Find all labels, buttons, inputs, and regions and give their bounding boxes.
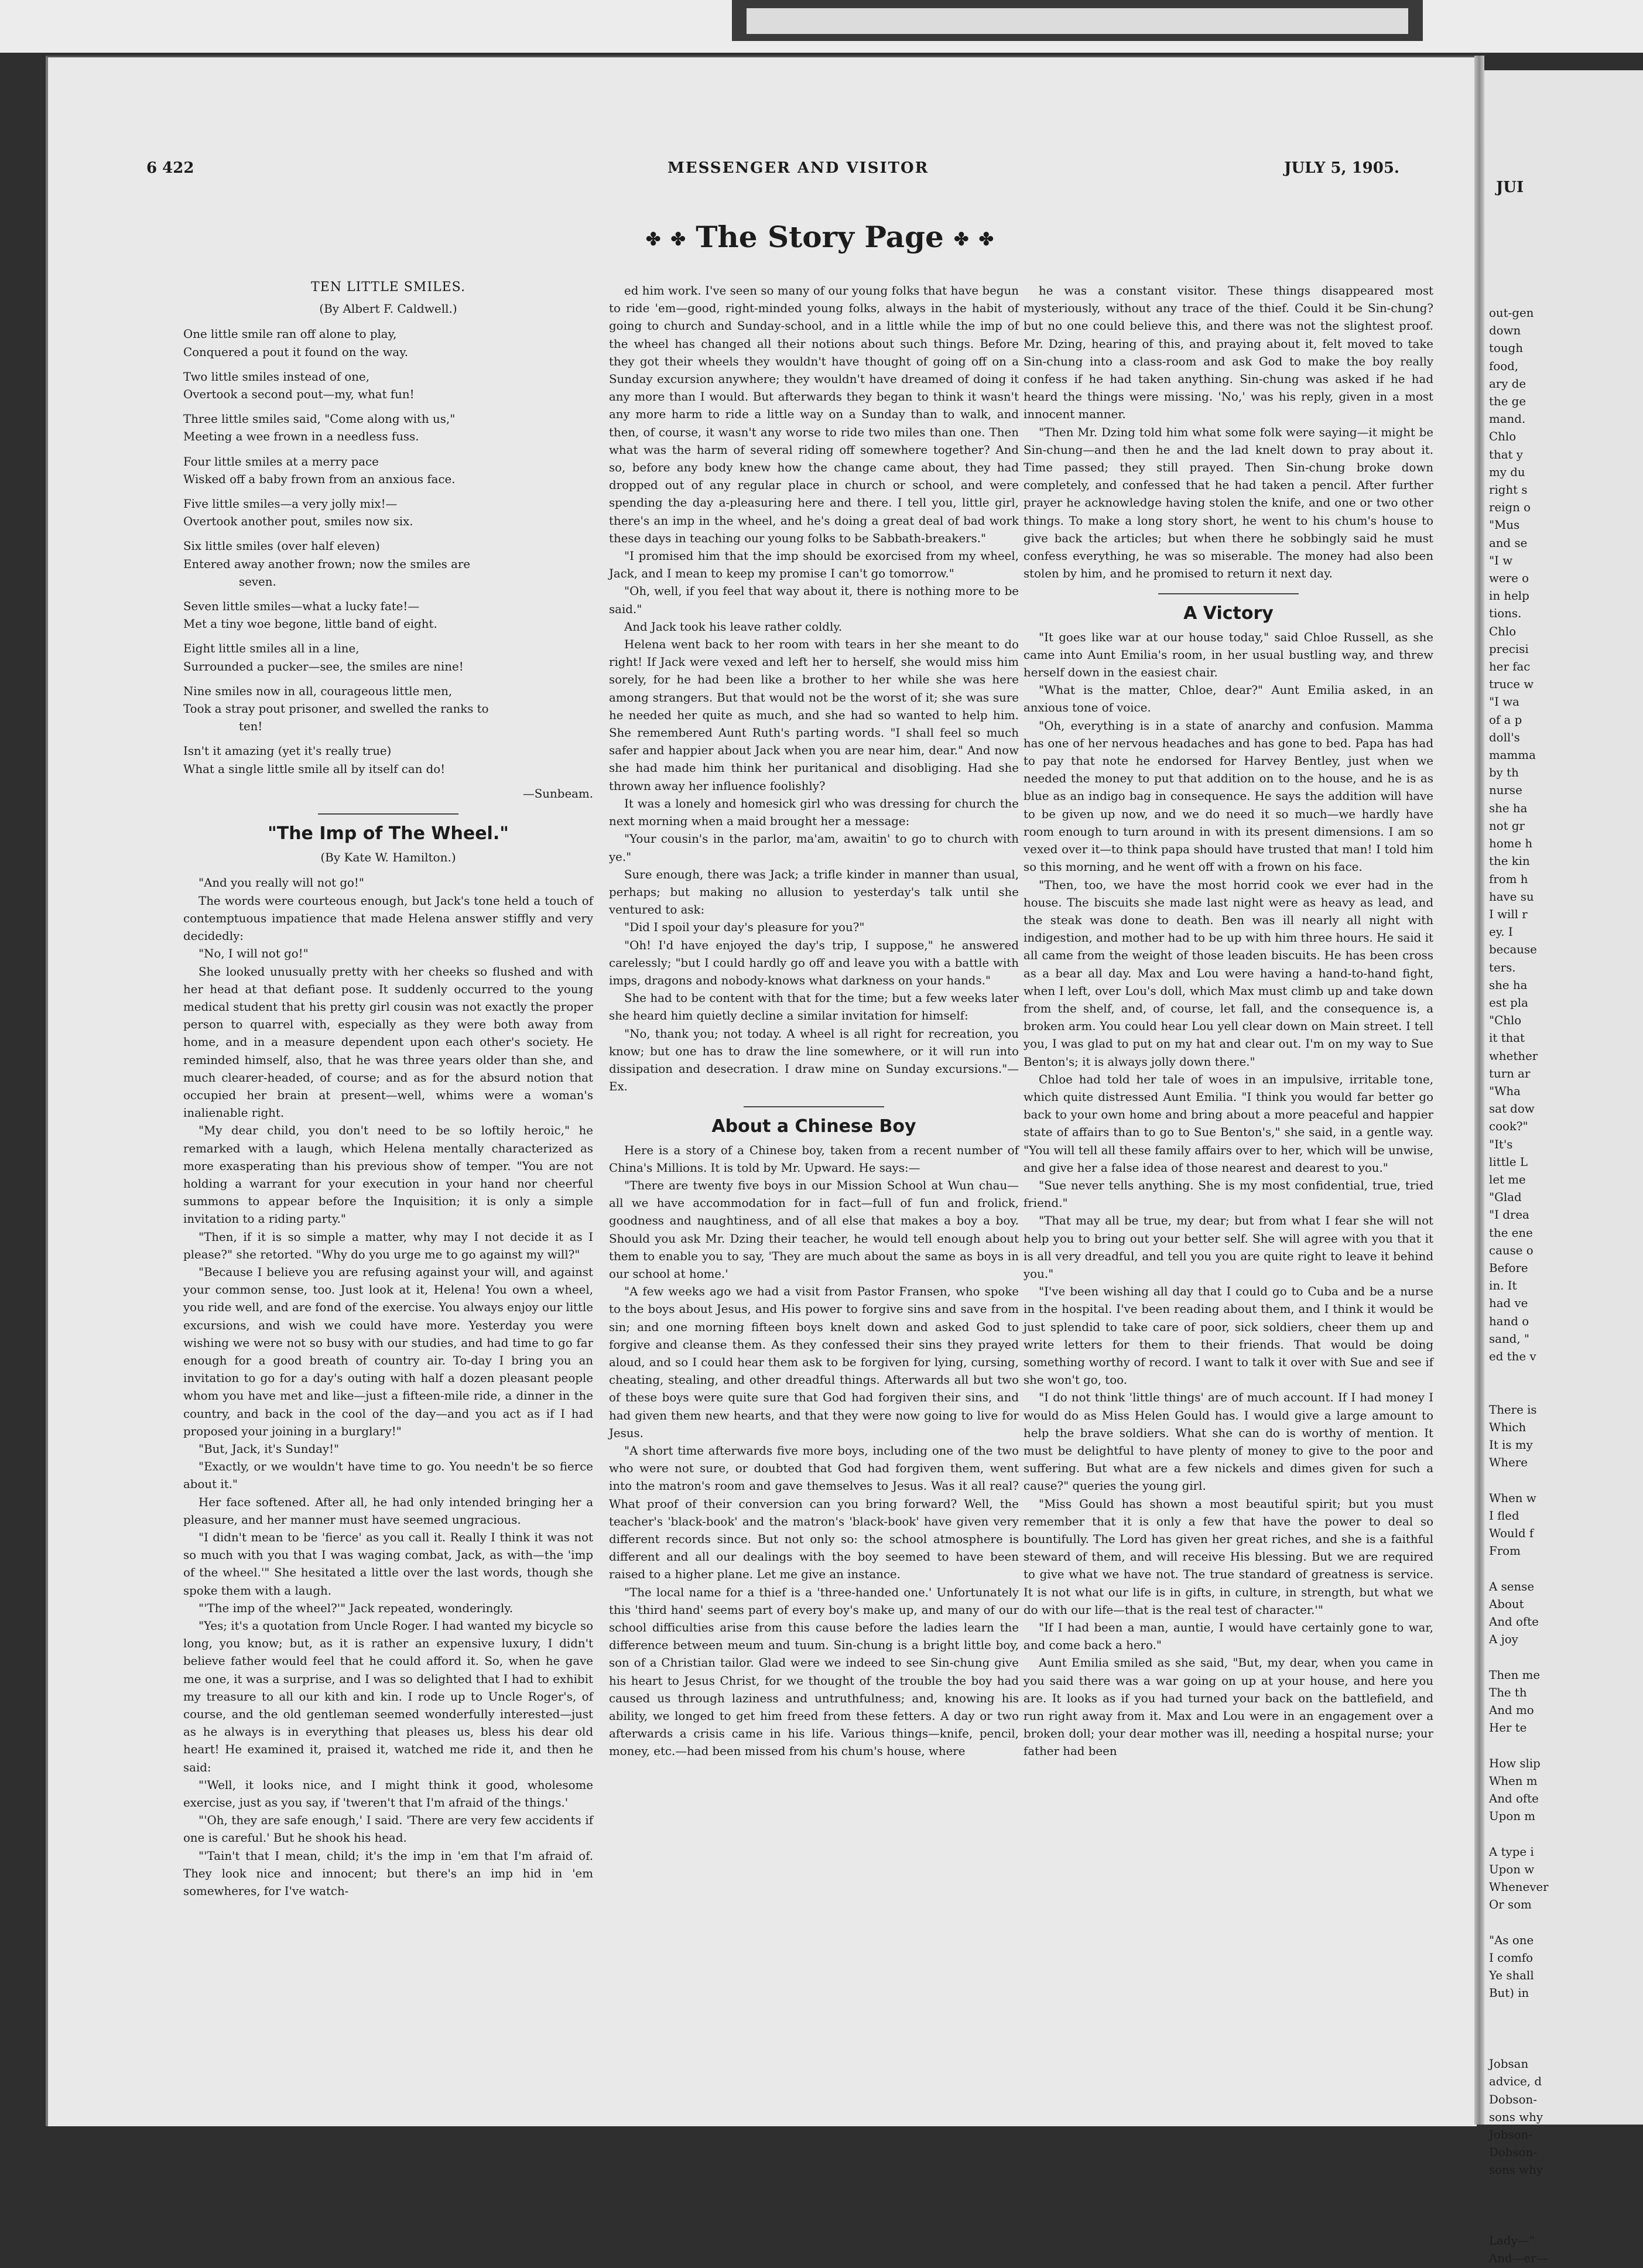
adjacent-line: Upon w — [1489, 1862, 1535, 1876]
story-body — [609, 1142, 1019, 1761]
poem-line: Took a stray pout prisoner, and swelled the ranks to — [183, 702, 489, 716]
paragraph: "Miss Gould has shown a most beautiful spirit; but you must remember that it is only a few that have the power to deal so bountifully. The Lord has given her great riches, and she is a faithful steward of them, and will receive His blessing. But we are required to give what we have not. The true standard of greatness is service. It is not what our life is in gifts, in culture, in strength, but what we do with our life—that is the real test of character.'" — [1024, 1497, 1433, 1617]
adjacent-line: "Mus — [1489, 518, 1520, 532]
poem-line: Met a tiny woe begone, little band of eight. — [183, 617, 437, 631]
adjacent-line: "It's — [1489, 1137, 1513, 1151]
adjacent-line: and se — [1489, 536, 1528, 550]
stanza — [183, 326, 593, 361]
adjacent-line — [1489, 1825, 1638, 1843]
poem-body — [183, 326, 593, 778]
adjacent-line: Lady—" — [1489, 2234, 1535, 2248]
adjacent-line: the ge — [1489, 395, 1526, 409]
adjacent-line: her fac — [1489, 660, 1531, 674]
poem-byline: (By Albert F. Caldwell.) — [319, 302, 457, 316]
adjacent-line: sons why — [1489, 2163, 1543, 2177]
adjacent-line: cook?" — [1489, 1120, 1528, 1134]
paragraph: "That may all be true, my dear; but from what I fear she will not help you to bring out your better self. She will agree with you that it is all very dreadful, and tell you you are quite right to leave it behind you." — [1024, 1214, 1433, 1281]
masthead: MESSENGER AND VISITOR — [668, 159, 929, 177]
adjacent-line: A sense — [1489, 1579, 1535, 1593]
paragraph: "I do not think 'little things' are of much account. If I had money I would do as Miss Helen Gould has. I would give a large amount to help the brave soldiers. What she can do is worthy of mention. It must be delightful to have plenty of money to give to the poor and suffering. But what are a few nickels and dimes given for such a cause?" queries the young girl. — [1024, 1391, 1433, 1493]
adjacent-line: out-gen — [1489, 306, 1534, 320]
adjacent-line: tough — [1489, 341, 1524, 355]
paragraph: It was a lonely and homesick girl who was dressing for church the next morning when a maid brought her a message: — [609, 796, 1019, 829]
paragraph: "But, Jack, it's Sunday!" — [198, 1442, 340, 1456]
adjacent-line — [1489, 2197, 1638, 2215]
adjacent-line: "Chlo — [1489, 1014, 1522, 1028]
story-body — [183, 874, 593, 1900]
adjacent-line: Her te — [1489, 1721, 1527, 1735]
adjacent-line: precisi — [1489, 642, 1529, 656]
column-2 — [609, 282, 1019, 1761]
adjacent-line: est pla — [1489, 996, 1528, 1010]
adjacent-line: it that — [1489, 1031, 1525, 1045]
adjacent-line: Or som — [1489, 1898, 1532, 1912]
adjacent-line — [1489, 1560, 1638, 1578]
poem-title: TEN LITTLE SMILES. — [311, 280, 465, 295]
paragraph: "'Oh, they are safe enough,' I said. 'There are very few accidents if one is careful.' But he shook his head. — [183, 1814, 593, 1845]
adjacent-line: Which — [1489, 1420, 1526, 1434]
paragraph: "My dear child, you don't need to be so loftily heroic," he remarked with a laugh, which Helena mentally characterized as more exasperating than his previous show of temper. "You are not holding a warrant for your execution in your hand nor cheerful summons to appear before the Inquisition; it is only a simple invitation to a riding party." — [183, 1124, 593, 1226]
adjacent-line: have su — [1489, 890, 1534, 904]
paragraph: "Then, too, we have the most horrid cook we ever had in the house. The biscuits she made last night were as heavy as lead, and the steak was done to death. Ben was ill nearly all night with indigestion, and mother had to be up with him three hours. He said it all came from the weight of those leaden biscuits. He has been cross as a bear all day. Max and Lou were having a hand-to-hand fight, when I left, over Lou's doll, which Max must climb up and take down from the shelf, and, of course, let fall, and the consequence is, a broken arm. You could hear Lou yell clear down on Main street. I tell you, I was glad to put on my hat and clear out. I'm on my way to Sue Benton's; it is always jolly down there." — [1024, 878, 1433, 1069]
adjacent-line: doll's — [1489, 730, 1520, 744]
adjacent-line: in help — [1489, 589, 1529, 603]
paragraph: "A short time afterwards five more boys, including one of the two who were not sure, or doubted that God had forgiven them, went into the matron's room and gave themselves to Jesus. Was it all real? What proof of their conversion can you bring forward? Well, the teacher's 'black-book' and the matron's 'black-book' have given very different records since. But not only so: the school atmosphere is different and all our dealings with the boy seemed to have been raised to a higher plane. Let me give an instance. — [609, 1444, 1019, 1582]
story-title: A Victory — [1183, 603, 1274, 624]
adjacent-line: that y — [1489, 447, 1523, 461]
stanza — [183, 411, 593, 446]
adjacent-line: not gr — [1489, 819, 1525, 833]
adjacent-line: sons why — [1489, 2110, 1543, 2124]
ornament-icon: ✤ — [670, 229, 686, 250]
adjacent-line: Ye shall — [1489, 1969, 1534, 1983]
poem-line: Overtook another pout, smiles now six. — [183, 515, 413, 529]
adjacent-line: But) in — [1489, 1986, 1529, 2000]
story-title: About a Chinese Boy — [711, 1116, 916, 1137]
paragraph: "Your cousin's in the parlor, ma'am, awaitin' to go to church with ye." — [609, 832, 1019, 864]
adjacent-page-text — [1489, 305, 1638, 2268]
adjacent-line: Where — [1489, 1456, 1528, 1470]
adjacent-line: The th — [1489, 1685, 1527, 1699]
poem-line: One little smile ran off alone to play, — [183, 327, 397, 341]
adjacent-line: And—er— — [1489, 2252, 1548, 2266]
section-title-text: The Story Page — [696, 220, 944, 254]
adjacent-line: A type i — [1489, 1845, 1534, 1859]
adjacent-line: Dobson- — [1489, 2146, 1537, 2160]
adjacent-line — [1489, 2003, 1638, 2020]
scan-binding-strip — [747, 8, 1408, 34]
stanza — [183, 538, 593, 591]
divider — [318, 813, 458, 815]
adjacent-line: my du — [1489, 465, 1525, 479]
adjacent-line — [1489, 2038, 1638, 2055]
adjacent-line: About — [1489, 1597, 1524, 1611]
page-header — [146, 159, 1399, 183]
stanza — [183, 743, 593, 778]
poem-line: Nine smiles now in all, courageous little men, — [183, 684, 453, 698]
adjacent-line: When w — [1489, 1491, 1536, 1505]
paragraph: Sure enough, there was Jack; a trifle kinder in manner than usual, perhaps; but making no allusion to yesterday's talk until she ventured to ask: — [609, 867, 1019, 917]
paragraph: Chloe had told her tale of woes in an impulsive, irritable tone, which quite distressed Aunt Emilia. "I think you would far better go back to your own home and bring about a more peaceful and happier state of affairs than to go to Sue Benton's," she said, in a gentle way. "You will tell all these family affairs over to her, which will be unwise, and give her a false idea of those nearest and dearest to you." — [1024, 1072, 1433, 1175]
adjacent-line — [1489, 1914, 1638, 1931]
adjacent-line: mand. — [1489, 412, 1526, 426]
adjacent-line: Jobson- — [1489, 2127, 1532, 2142]
paragraph: "Oh, everything is in a state of anarchy and confusion. Mamma has one of her nervous headaches and has gone to bed. Papa has had to pay that note he endorsed for Harvey Bentley, just when we needed the money to put that addition on to the house, and he is as blue as an indigo bag in consequence. He says the addition will have to be given up now, and we do need it so much—we hardly have room enough to turn around in with its present dimensions. I am so vexed over it—to think papa should have trusted that man! I told him so this morning, and he went off with a frown on his face. — [1024, 719, 1433, 874]
adjacent-line: "Wha — [1489, 1084, 1521, 1098]
column-3 — [1024, 282, 1433, 1761]
paragraph: "There are twenty five boys in our Mission School at Wun chau—all we have accommodation for in fact—full of fun and frolick, goodness and naughtiness, and of all else that makes a boy a boy. Should you ask Mr. Dzing their teacher, he would tell enough about them to enable you to say, 'They are much about the same as boys in our school at home.' — [609, 1178, 1019, 1281]
poem-line: Isn't it amazing (yet it's really true) — [183, 744, 392, 758]
adjacent-line: home h — [1489, 837, 1533, 851]
ornament-icon: ✤ — [646, 229, 661, 250]
stanza — [183, 495, 593, 531]
adjacent-page — [1484, 70, 1643, 2266]
poem-line: Eight little smiles all in a line, — [183, 642, 360, 656]
column-1 — [183, 275, 593, 1900]
adjacent-line: Then me — [1489, 1668, 1541, 1682]
poem-line: Five little smiles—a very jolly mix!— — [183, 497, 398, 511]
paragraph: "It goes like war at our house today," said Chloe Russell, as she came into Aunt Emilia's room, in her usual bustling way, and threw herself down in the easiest chair. — [1024, 630, 1433, 680]
adjacent-line: she ha — [1489, 801, 1528, 815]
adjacent-line: "As one — [1489, 1933, 1534, 1947]
adjacent-line: Would f — [1489, 1527, 1534, 1541]
issue-date: JULY 5, 1905. — [1284, 159, 1399, 177]
poem-line: Six little smiles (over half eleven) — [183, 539, 380, 553]
paragraph: "Yes; it's a quotation from Uncle Roger. I had wanted my bicycle so long, you know; but, as it is rather an expensive luxury, I didn't believe father would feel that he could afford it. So, when he gave me one, it was a surprise, and I was so delighted that I had to exhibit my treasure to all our kith and kin. I rode up to Uncle Roger's, of course, and the old gentleman seemed wonderfully interested—just as he always is in everything that pleases us, bless his dear old heart! He examined it, praised it, watched me ride it, and then he said: — [183, 1619, 593, 1774]
divider — [744, 1106, 884, 1107]
adjacent-line — [1489, 1648, 1638, 1666]
adjacent-line: There is — [1489, 1402, 1537, 1417]
paragraph: "I didn't mean to be 'fierce' as you call it. Really I think it was not so much with you that I was waging combat, Jack, as with—the 'imp of the wheel.'" She hesitated a little over the last words, though she spoke them with a laugh. — [183, 1531, 593, 1597]
adjacent-line: sand, " — [1489, 1332, 1530, 1346]
stanza — [183, 683, 593, 736]
paragraph: "'Tain't that I mean, child; it's the imp in 'em that I'm afraid of. They look nice and innocent; but there's an imp hid in 'em somewheres, for I've watch- — [183, 1849, 593, 1898]
paragraph: Here is a story of a Chinese boy, taken from a recent number of China's Millions. It is told by Mr. Upward. He says:— — [609, 1143, 1019, 1175]
poem-line: Two little smiles instead of one, — [183, 370, 369, 384]
stanza — [183, 453, 593, 488]
adjacent-line: nurse — [1489, 784, 1522, 798]
paragraph: "Then Mr. Dzing told him what some folk were saying—it might be Sin-chung—and then he and the lad knelt down to pray about it. Time passed; they still prayed. Then Sin-chung broke down completely, and confessed that he had taken a pencil. After further prayer he acknowledge having stolen the knife, and one or two other things. To make a long story short, he went to his chum's house to give back the articles; but when there he sobbingly said he must confess everything, he was so miserable. The money had also been stolen by him, and he promised to return it next day. — [1024, 425, 1433, 581]
poem-line: Entered away another frown; now the smiles are — [183, 557, 471, 571]
paragraph: "'The imp of the wheel?'" Jack repeated, wonderingly. — [198, 1601, 514, 1615]
adjacent-line: cause o — [1489, 1243, 1534, 1257]
adjacent-line: whether — [1489, 1049, 1538, 1063]
divider — [1158, 593, 1299, 594]
story-title: "The Imp of The Wheel." — [268, 823, 509, 844]
paragraph: "No, I will not go!" — [198, 947, 309, 961]
poem-line: Wisked off a baby frown from an anxious face. — [183, 472, 456, 486]
poem-line: seven. — [239, 574, 276, 589]
adjacent-line: ary de — [1489, 377, 1526, 391]
adjacent-line: I comfo — [1489, 1951, 1534, 1965]
paragraph: "Oh, well, if you feel that way about it, there is nothing more to be said." — [609, 584, 1019, 616]
paragraph: "Oh! I'd have enjoyed the day's trip, I suppose," he answered carelessly; "but I could hardly go off and leave you with a battle with imps, dragons and nobody-knows what darkness on your hands." — [609, 938, 1019, 987]
poem-line: What a single little smile all by itself can do! — [183, 762, 446, 776]
paragraph: "Did I spoil your day's pleasure for you?" — [624, 921, 865, 935]
paragraph: "Exactly, or we wouldn't have time to go. You needn't be so fierce about it." — [183, 1460, 593, 1492]
paragraph: "If I had been a man, auntie, I would have certainly gone to war, and come back a hero." — [1024, 1621, 1433, 1653]
poem-line: Conquered a pout it found on the way. — [183, 345, 409, 359]
section-title — [609, 220, 1031, 261]
adjacent-line: tions. — [1489, 607, 1522, 621]
adjacent-line: mamma — [1489, 748, 1536, 762]
poem-line: Four little smiles at a merry pace — [183, 454, 379, 468]
adjacent-line: Before — [1489, 1261, 1528, 1275]
paragraph: "Because I believe you are refusing against your will, and against your common sense, too. Just look at it, Helena! You own a wheel, you ride well, and are fond of the exercise. You always enjoy our little excursions, and wish we could have more. Yesterday you were wishing we were not so busy with our studies, and had time to go far enough for a good breath of country air. To-day I bring you an invitation to go for a day's outing with half a dozen pleasant people whom you have met and like—just a fifteen-mile ride, a dinner in the country, and back in the cool of the day—and you act as if I had proposed your joining in a burglary!" — [183, 1265, 593, 1438]
paragraph: She looked unusually pretty with her cheeks so flushed and with her head at that defiant pose. It suddenly occurred to the young medical student that his pretty girl cousin was not exactly the proper person to quarrel with, especially as they were both away from home, and in a measure dependent upon each other's society. He reminded himself, also, that he was three years older than she, and much clearer-headed, of course; and as for the absurd notion that occupied her brain at present—well, whims were a woman's inalienable right. — [183, 964, 593, 1120]
adjacent-line: truce w — [1489, 678, 1534, 692]
poem-line: Seven little smiles—what a lucky fate!— — [183, 600, 420, 614]
stanza — [183, 640, 593, 675]
adjacent-line: And ofte — [1489, 1792, 1539, 1806]
adjacent-line: From — [1489, 1544, 1521, 1558]
story-body — [609, 282, 1019, 1096]
adjacent-line: food, — [1489, 359, 1519, 373]
adjacent-line: had ve — [1489, 1297, 1528, 1311]
adjacent-line: "I w — [1489, 553, 1513, 567]
adjacent-line: "I wa — [1489, 695, 1519, 709]
stanza — [183, 368, 593, 403]
adjacent-line: It is my — [1489, 1438, 1533, 1452]
paragraph: "I promised him that the imp should be exorcised from my wheel, Jack, and I mean to keep my promise I can't go tomorrow." — [609, 549, 1019, 581]
paragraph: And Jack took his leave rather coldly. — [624, 620, 843, 634]
adjacent-line — [1489, 1472, 1638, 1489]
adjacent-line: turn ar — [1489, 1066, 1531, 1080]
paragraph: "'Well, it looks nice, and I might think it good, wholesome exercise, just as you say, if 'tweren't that I'm afraid of the things.' — [183, 1778, 593, 1810]
paragraph: "Sue never tells anything. She is my most confidential, true, tried friend." — [1024, 1178, 1433, 1210]
adjacent-line: in. It — [1489, 1279, 1517, 1293]
adjacent-line: Jobsan — [1489, 2057, 1529, 2071]
adjacent-line: hand o — [1489, 1314, 1529, 1328]
adjacent-line — [1489, 1366, 1638, 1383]
poem-line: Surrounded a pucker—see, the smiles are nine! — [183, 659, 464, 673]
adjacent-line: Chlo — [1489, 430, 1517, 444]
paragraph: he was a constant visitor. These things disappeared most mysteriously, without any trace of the thief. Could it be Sin-chung? but no one could believe this, and there was not the slightest proof. Mr. Dzing, hearing of this, and praying about it, felt moved to take Sin-chung into a class-room and ask God to make the boy really confess if he had taken anything. Sin-chung was asked if he had heard the things were missing. 'No,' was his reply, given in a most innocent manner. — [1024, 284, 1433, 422]
poem-source: —Sunbeam. — [522, 786, 593, 801]
adjacent-line: were o — [1489, 572, 1529, 586]
adjacent-line: Dobson- — [1489, 2092, 1537, 2106]
paragraph: Her face softened. After all, he had only intended bringing her a pleasure, and her manner must have seemed ungracious. — [183, 1495, 593, 1527]
adjacent-line: let me — [1489, 1172, 1526, 1186]
paragraph: ed him work. I've seen so many of our young folks that have begun to ride 'em—good, right-minded young folks, always in the habit of going to church and Sunday-school, and in a little while the imp of the wheel has changed all their notions about such things. Before they got their wheels they wouldn't have thought of going off on a Sunday excursion anywhere; they wouldn't have dreamed of doing it any more than I would. But afterwards they began to think it wasn't any more harm to ride a little way on a Sunday than to walk, and then, of course, it wasn't any worse to ride two miles than one. Then what was the harm of several riding off somewhere together? And so, before any body knew how the change came about, they had dropped out of any regular place in church or school, and were spending the day a-pleasuring here and there. I tell you, little girl, there's an imp in the wheel, and he's doing a great deal of bad work these days in teaching our young folks to be Sabbath-breakers." — [609, 284, 1019, 545]
stanza — [183, 598, 593, 633]
adjacent-line: A joy — [1489, 1633, 1518, 1647]
adjacent-line — [1489, 2180, 1638, 2197]
poem-line: Overtook a second pout—my, what fun! — [183, 388, 415, 402]
paragraph: The words were courteous enough, but Jack's tone held a touch of contemptuous impatience that made Helena answer stiffly and very decidedly: — [183, 894, 593, 943]
page-number: 6 422 — [146, 159, 194, 177]
adjacent-line: How slip — [1489, 1756, 1541, 1770]
adjacent-line: sat dow — [1489, 1102, 1535, 1116]
adjacent-line: ters. — [1489, 960, 1516, 974]
adjacent-line: Upon m — [1489, 1809, 1536, 1824]
adjacent-line — [1489, 1737, 1638, 1754]
poem-line: ten! — [239, 720, 263, 734]
paragraph: "What is the matter, Chloe, dear?" Aunt Emilia asked, in an anxious tone of voice. — [1024, 683, 1433, 715]
adjacent-line: "Glad — [1489, 1191, 1522, 1205]
adjacent-line: I fled — [1489, 1508, 1519, 1523]
adjacent-line: of a p — [1489, 713, 1522, 727]
poem-line: Three little smiles said, "Come along with us," — [183, 412, 456, 426]
paragraph: "No, thank you; not today. A wheel is all right for recreation, you know; but one has to draw the line somewhere, or it will run into dissipation and desecration. I draw mine on Sunday excursions."—Ex. — [609, 1027, 1019, 1094]
adjacent-line: ey. I — [1489, 925, 1513, 939]
adjacent-line: I will r — [1489, 907, 1528, 921]
adjacent-line — [1489, 2020, 1638, 2038]
adjacent-line: ed the v — [1489, 1349, 1536, 1363]
adjacent-line: she ha — [1489, 978, 1528, 992]
adjacent-line: And ofte — [1489, 1615, 1539, 1629]
adjacent-line: little L — [1489, 1155, 1528, 1169]
poem-line: Meeting a wee frown in a needless fuss. — [183, 430, 419, 444]
paragraph: She had to be content with that for the time; but a few weeks later she heard him quietly decline a similar invitation for himself: — [609, 991, 1019, 1023]
adjacent-page-header: JUI — [1496, 179, 1524, 196]
paragraph: Helena went back to her room with tears in her she meant to do right! If Jack were vexed and left her to herself, she would miss him sorely, for he had been like a brother to her while she was here among strangers. But that would not be the worst of it; she was sure he needed her quite as much, and she had so wanted to help him. She remembered Aunt Ruth's parting words. "I shall feel so much safer and happier about Jack when you are near him, dear." And now she had made him think her puritanical and disobliging. Had she thrown away her influence foolishly? — [609, 638, 1019, 793]
adjacent-line: And mo — [1489, 1703, 1534, 1718]
adjacent-line — [1489, 2215, 1638, 2232]
paragraph: "Then, if it is so simple a matter, why may I not decide it as I please?" she retorted. "Why do you urge me to go against my will?" — [183, 1230, 593, 1261]
adjacent-line: down — [1489, 324, 1521, 338]
adjacent-line: the ene — [1489, 1226, 1533, 1240]
story-byline: (By Kate W. Hamilton.) — [320, 850, 456, 865]
paragraph: "And you really will not go!" — [198, 876, 364, 890]
adjacent-line: Whenever — [1489, 1880, 1549, 1894]
paragraph: "A few weeks ago we had a visit from Pastor Fransen, who spoke to the boys about Jesus, and His power to forgive sins and save from sin; and one morning fifteen boys knelt down and asked God to forgive and cleanse them. As they confessed their sins they prayed aloud, and so I could hear them ask to be forgiven for lying, cursing, cheating, stealing, and other dreadful things. Afterwards all but two of these boys were quite sure that God had forgiven their sins, and had given them new hearts, and that they were now going to live for Jesus. — [609, 1285, 1019, 1440]
adjacent-line — [1489, 1383, 1638, 1401]
adjacent-line: from h — [1489, 872, 1528, 886]
adjacent-line: because — [1489, 943, 1537, 957]
adjacent-line: advice, d — [1489, 2075, 1542, 2089]
adjacent-line: "I drea — [1489, 1208, 1529, 1222]
ornament-icon: ✤ — [954, 229, 969, 250]
adjacent-line: the kin — [1489, 854, 1530, 868]
adjacent-line: right s — [1489, 483, 1528, 497]
paragraph: Aunt Emilia smiled as she said, "But, my dear, when you came in you said there was a war going on up at your house, and here you are. It looks as if you had turned your back on the battlefield, and run right away from it. Max and Lou were in an engagement over a broken doll; your dear mother was ill, needing a hospital nurse; your father had been — [1024, 1656, 1433, 1759]
paragraph: "The local name for a thief is a 'three-handed one.' Unfortunately this 'third hand' seems part of every boy's make up, and many of our school difficulties arise from this cause before the ladies learn the difference between meum and tuum. Sin-chung is a bright little boy, son of a Christian tailor. Glad were we indeed to see Sin-chung give his heart to Jesus Christ, for we thought of the trouble the boy had caused us through laziness and untruthfulness; and, knowing his ability, we longed to get him freed from these fetters. A day or two afterwards a crisis came in his life. Various things—knife, pencil, money, etc.—had been missed from his chum's house, where — [609, 1585, 1019, 1759]
ornament-icon: ✤ — [978, 229, 994, 250]
story-body — [1024, 282, 1433, 583]
paragraph: "I've been wishing all day that I could go to Cuba and be a nurse in the hospital. I've been reading about them, and I think it would be just splendid to take care of poor, sick soldiers, cheer them up and write letters for them to their friends. That would be doing something worthy of record. I want to talk it over with Sue and see if she won't go, too. — [1024, 1285, 1433, 1387]
adjacent-line: When m — [1489, 1774, 1538, 1788]
adjacent-line: by th — [1489, 766, 1519, 780]
page-gutter — [1474, 56, 1484, 2125]
story-body — [1024, 629, 1433, 1761]
adjacent-line: Chlo — [1489, 624, 1517, 638]
adjacent-line: reign o — [1489, 501, 1531, 515]
